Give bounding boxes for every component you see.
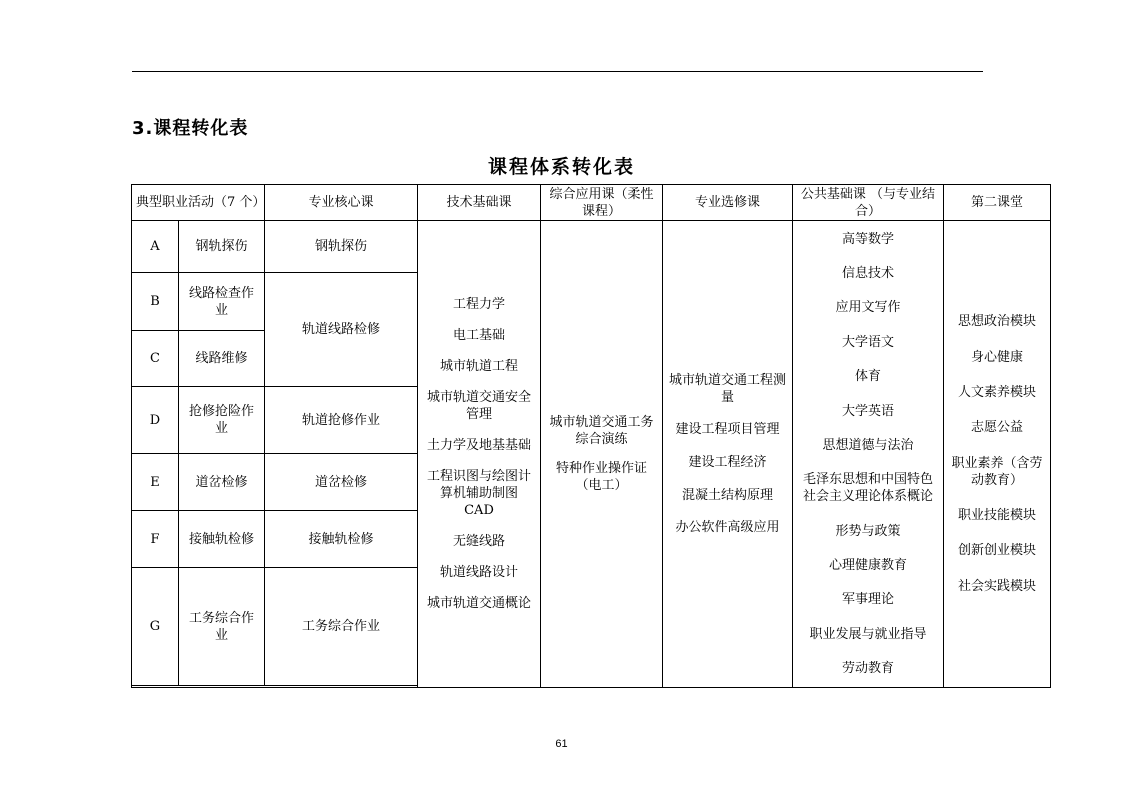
course-conversion-table: [131, 184, 1051, 688]
header-public: 公共基础课 （与专业结合）: [793, 185, 944, 221]
comprehensive-course: 城市轨道交通工务综合演练: [549, 415, 654, 447]
header-elective: 专业选修课: [663, 185, 793, 221]
second-classroom-item: 创新创业模块: [957, 543, 1036, 559]
second-classroom-item: 思想政治模块: [957, 314, 1036, 330]
core-course: 轨道线路检修: [265, 273, 418, 387]
header-rule: [132, 71, 983, 72]
header-comprehensive: 综合应用课（柔性课程）: [541, 185, 663, 221]
tech-course: 工程识图与绘图计算机辅助制图 CAD: [426, 469, 531, 518]
second-classroom-item: 志愿公益: [970, 420, 1023, 436]
activity-name: 工务综合作业: [179, 568, 265, 686]
tech-course: 轨道线路设计: [439, 565, 518, 580]
activity-name: 钢轨探伤: [179, 221, 265, 273]
header-second-classroom: 第二课堂: [944, 185, 1051, 221]
public-course: 军事理论: [841, 592, 894, 608]
public-course: 劳动教育: [841, 661, 894, 677]
tech-course: 电工基础: [452, 328, 505, 343]
activity-name: 接触轨检修: [179, 511, 265, 568]
core-course: 轨道抢修作业: [265, 387, 418, 454]
public-course: 形势与政策: [835, 523, 901, 539]
table-row: [132, 221, 1051, 273]
public-course: 毛泽东思想和中国特色社会主义理论体系概论: [802, 472, 933, 505]
public-course: 应用文写作: [835, 300, 901, 316]
second-classroom-cell: [944, 221, 1051, 688]
elective-course: 城市轨道交通工程测量: [669, 372, 787, 405]
second-classroom-item: 人文素养模块: [957, 384, 1036, 400]
comprehensive-cell: [541, 221, 663, 688]
elective-course: 建设工程项目管理: [675, 422, 780, 438]
public-course: 思想道德与法治: [822, 437, 914, 453]
core-course: 道岔检修: [265, 454, 418, 511]
tech-course: 城市轨道交通安全管理: [426, 390, 531, 422]
tech-foundation-cell: [418, 221, 541, 688]
activity-code: G: [132, 568, 179, 686]
comprehensive-course: 特种作业操作证（电工）: [555, 461, 647, 493]
public-course: 大学语文: [841, 334, 894, 350]
page-number: 61: [555, 738, 568, 750]
public-course: 高等数学: [841, 231, 894, 247]
header-core: 专业核心课: [265, 185, 418, 221]
public-course: 职业发展与就业指导: [809, 626, 927, 642]
activity-code: F: [132, 511, 179, 568]
activity-name: 抢修抢险作业: [179, 387, 265, 454]
public-course: 心理健康教育: [828, 558, 907, 574]
core-course: 接触轨检修: [265, 511, 418, 568]
second-classroom-item: 职业素养（含劳动教育）: [951, 455, 1043, 488]
second-classroom-item: 身心健康: [970, 349, 1023, 365]
activity-code: A: [132, 221, 179, 273]
elective-course: 建设工程经济: [688, 454, 767, 470]
header-row: [132, 185, 1051, 221]
activity-code: B: [132, 273, 179, 331]
section-heading: 3.课程转化表: [132, 118, 249, 139]
public-course: 信息技术: [841, 266, 894, 282]
elective-course: 混凝土结构原理: [681, 487, 773, 503]
tech-course: 土力学及地基基础: [426, 438, 531, 453]
public-course: 体育: [854, 369, 881, 385]
tech-course: 城市轨道交通概论: [426, 596, 531, 611]
tech-course: 无缝线路: [452, 534, 505, 549]
tech-course: 工程力学: [452, 297, 505, 312]
second-classroom-item: 社会实践模块: [957, 578, 1036, 594]
header-tech: 技术基础课: [418, 185, 541, 221]
activity-name: 线路检查作业: [179, 273, 265, 331]
core-course: 工务综合作业: [265, 568, 418, 686]
tech-course: 城市轨道工程: [439, 359, 518, 374]
elective-course: 办公软件高级应用: [675, 520, 780, 536]
spacer-cell: [132, 686, 418, 688]
activity-code: D: [132, 387, 179, 454]
public-course: 大学英语: [841, 403, 894, 419]
second-classroom-item: 职业技能模块: [957, 508, 1036, 524]
elective-cell: [663, 221, 793, 688]
activity-name: 道岔检修: [179, 454, 265, 511]
header-activity: 典型职业活动（7 个）: [132, 185, 265, 221]
activity-name: 线路维修: [179, 331, 265, 387]
core-course: 钢轨探伤: [265, 221, 418, 273]
table-title: 课程体系转化表: [487, 156, 635, 178]
activity-code: C: [132, 331, 179, 387]
activity-code: E: [132, 454, 179, 511]
public-foundation-cell: [793, 221, 944, 688]
